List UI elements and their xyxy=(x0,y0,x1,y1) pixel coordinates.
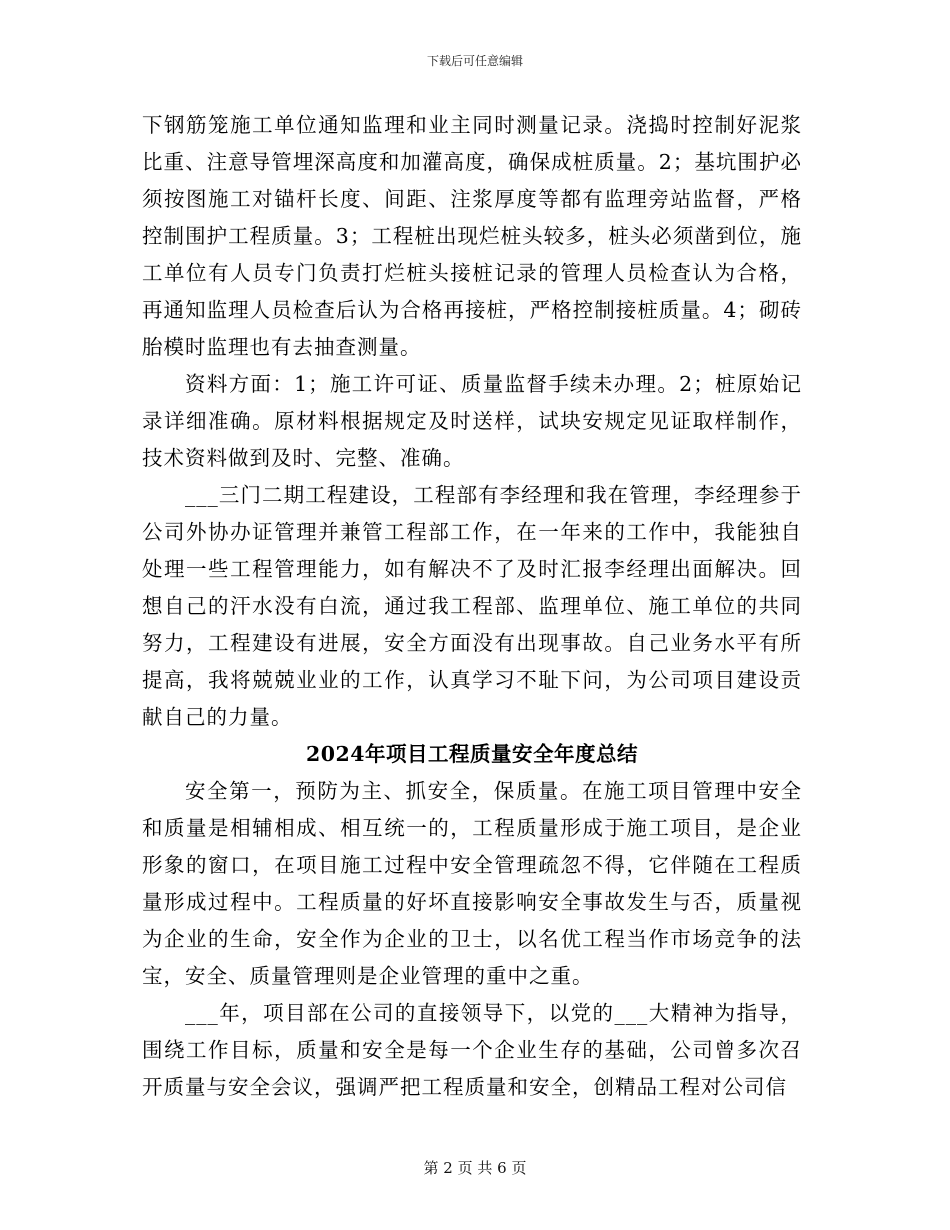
paragraph-construction-control: 下钢筋笼施工单位通知监理和业主同时测量记录。浇捣时控制好泥浆比重、注意导管埋深高度和加灌高度，确保成桩质量。2；基坑围护必须按图施工对锚杆长度、间距、注浆厚度等都有监理旁站监督，严格控制围护工程质量。3；工程桩出现烂桩头较多，桩头必须凿到位，施工单位有人员专门负责打烂桩头接桩记录的管理人员检查认为合格，再通知监理人员检查后认为合格再接桩，严格控制接桩质量。4；砌砖胎模时监理也有去抽查测量。 xyxy=(142,113,802,359)
paragraph-annual-work: ___年，项目部在公司的直接领导下，以党的___大精神为指导，围绕工作目标，质量和安全是每一个企业生存的基础，公司曾多次召开质量与安全会议，强调严把工程质量和安全，创精品工程对公司信 xyxy=(142,1001,802,1099)
section-title: 2024年项目工程质量安全年度总结 xyxy=(305,742,639,766)
paragraph-safety-first: 安全第一，预防为主、抓安全，保质量。在施工项目管理中安全和质量是相辅相成、相互统一的，工程质量形成于施工项目，是企业形象的窗口，在项目施工过程中安全管理疏忽不得，它伴随在工程质量形成过程中。工程质量的好坏直接影响安全事故发生与否，质量视为企业的生命，安全作为企业的卫士，以名优工程当作市场竞争的法宝，安全、质量管理则是企业管理的重中之重。 xyxy=(142,779,802,988)
header-note: 下载后可任意编辑 xyxy=(426,54,523,68)
page-number: 第 2 页 共 6 页 xyxy=(423,1159,527,1177)
paragraph-documentation: 资料方面：1；施工许可证、质量监督手续未办理。2；桩原始记录详细准确。原材料根据规定及时送样，试块安规定见证取样制作，技术资料做到及时、完整、准确。 xyxy=(142,372,802,470)
document-body xyxy=(142,107,802,1106)
paragraph-personal-summary: ___三门二期工程建设，工程部有李经理和我在管理，李经理参于公司外协办证管理并兼管工程部工作，在一年来的工作中，我能独自处理一些工程管理能力，如有解决不了及时汇报李经理出面解决。回想自己的汗水没有白流，通过我工程部、监理单位、施工单位的共同努力，工程建设有进展，安全方面没有出现事故。自己业务水平有所提高，我将兢兢业业的工作，认真学习不耻下问，为公司项目建设贡献自己的力量。 xyxy=(142,483,802,729)
